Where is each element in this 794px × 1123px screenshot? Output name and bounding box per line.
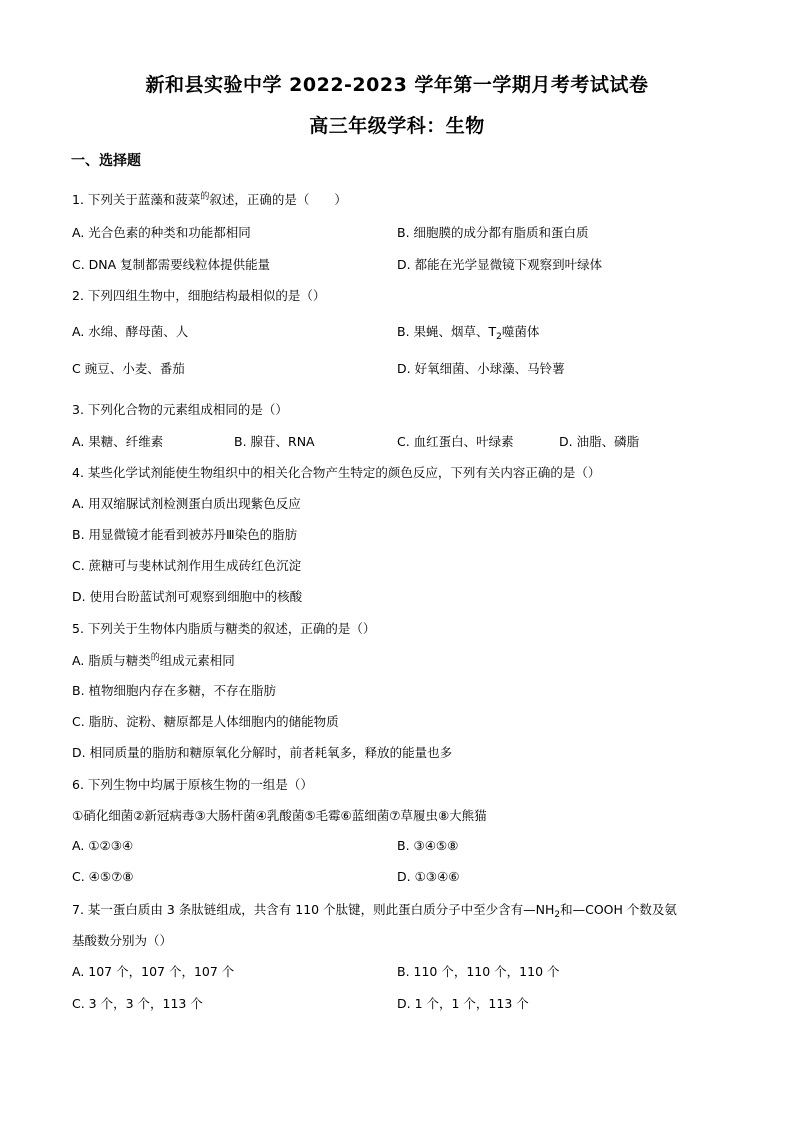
q4-stem: 4. 某些化学试剂能使生物组织中的相关化合物产生特定的颜色反应，下列有关内容正确的是（） [72, 465, 601, 480]
q7-stem-line1: 7. 某一蛋白质由 3 条肽链组成，共含有 110 个肽键，则此蛋白质分子中至少含有$—NH_2$和—COOH 个数及氨 [72, 902, 677, 920]
q7-option-b: B. 110 个，110 个，110 个 [397, 964, 560, 979]
q5-option-a: A. 脂质与糖类$^的$组成元素相同 [72, 653, 235, 668]
q7-stem-line2: 基酸数分别为（） [72, 933, 173, 948]
q5-option-d: D. 相同质量的脂肪和糖原氧化分解时，前者耗氧多，释放的能量也多 [72, 745, 453, 760]
q4-option-a: A. 用双缩脲试剂检测蛋白质出现紫色反应 [72, 496, 301, 511]
q2-option-b: B. 果蝇、烟草、$T_2$噬菌体 [397, 324, 540, 342]
q1-option-d: D. 都能在光学显微镜下观察到叶绿体 [397, 257, 603, 272]
q6-option-d: D. ①③④⑥ [397, 869, 460, 884]
q2-option-d: D. 好氧细菌、小球藻、马铃薯 [397, 361, 565, 376]
q3-option-b: B. 腺苷、RNA [234, 434, 315, 449]
q1-option-c: C. DNA 复制都需要线粒体提供能量 [72, 257, 271, 272]
q3-option-c: C. 血红蛋白、叶绿素 [397, 434, 514, 449]
q5-stem: 5. 下列关于生物体内脂质与糖类的叙述，正确的是（） [72, 621, 376, 636]
q7-option-d: D. 1 个，1 个，113 个 [397, 996, 529, 1011]
q3-stem: 3. 下列化合物的元素组成相同的是（） [72, 402, 288, 417]
q4-option-b: B. 用显微镜才能看到被苏丹Ⅲ染色的脂肪 [72, 527, 298, 542]
q4-option-c: C. 蔗糖可与斐林试剂作用生成砖红色沉淀 [72, 558, 302, 573]
exam-subtitle: 高三年级学科：生物 [309, 115, 485, 137]
q1-stem: 1. 下列关于蓝藻和菠菜$^的$叙述，正确的是（ ） [72, 192, 347, 207]
q3-option-a: A. 果糖、纤维素 [72, 434, 164, 449]
q5-option-c: C. 脂肪、淀粉、糖原都是人体细胞内的储能物质 [72, 714, 339, 729]
q7-option-c: C. 3 个，3 个，113 个 [72, 996, 203, 1011]
q5-option-b: B. 植物细胞内存在多糖，不存在脂肪 [72, 683, 277, 698]
q6-option-b: B. ③④⑤⑧ [397, 838, 459, 853]
q1-option-b: B. 细胞膜的成分都有脂质和蛋白质 [397, 225, 589, 240]
section-heading: 一、选择题 [71, 153, 141, 169]
q2-option-c: C 豌豆、小麦、番茄 [72, 361, 185, 376]
q6-option-c: C. ④⑤⑦⑧ [72, 869, 134, 884]
q7-option-a: A. 107 个，107 个，107 个 [72, 964, 235, 979]
q3-option-d: D. 油脂、磷脂 [559, 434, 640, 449]
q1-option-a: A. 光合色素的种类和功能都相同 [72, 225, 251, 240]
q6-option-a: A. ①②③④ [72, 838, 134, 853]
q6-organism-list: ①硝化细菌②新冠病毒③大肠杆菌④乳酸菌⑤毛霉⑥蓝细菌⑦草履虫⑧大熊猫 [72, 808, 487, 823]
q2-option-a: A. 水绵、酵母菌、人 [72, 324, 189, 339]
q4-option-d: D. 使用台盼蓝试剂可观察到细胞中的核酸 [72, 589, 303, 604]
q6-stem: 6. 下列生物中均属于原核生物的一组是（） [72, 777, 313, 792]
exam-title: 新和县实验中学 2022-2023 学年第一学期月考考试试卷 [145, 74, 649, 96]
q2-stem: 2. 下列四组生物中，细胞结构最相似的是（） [72, 288, 326, 303]
